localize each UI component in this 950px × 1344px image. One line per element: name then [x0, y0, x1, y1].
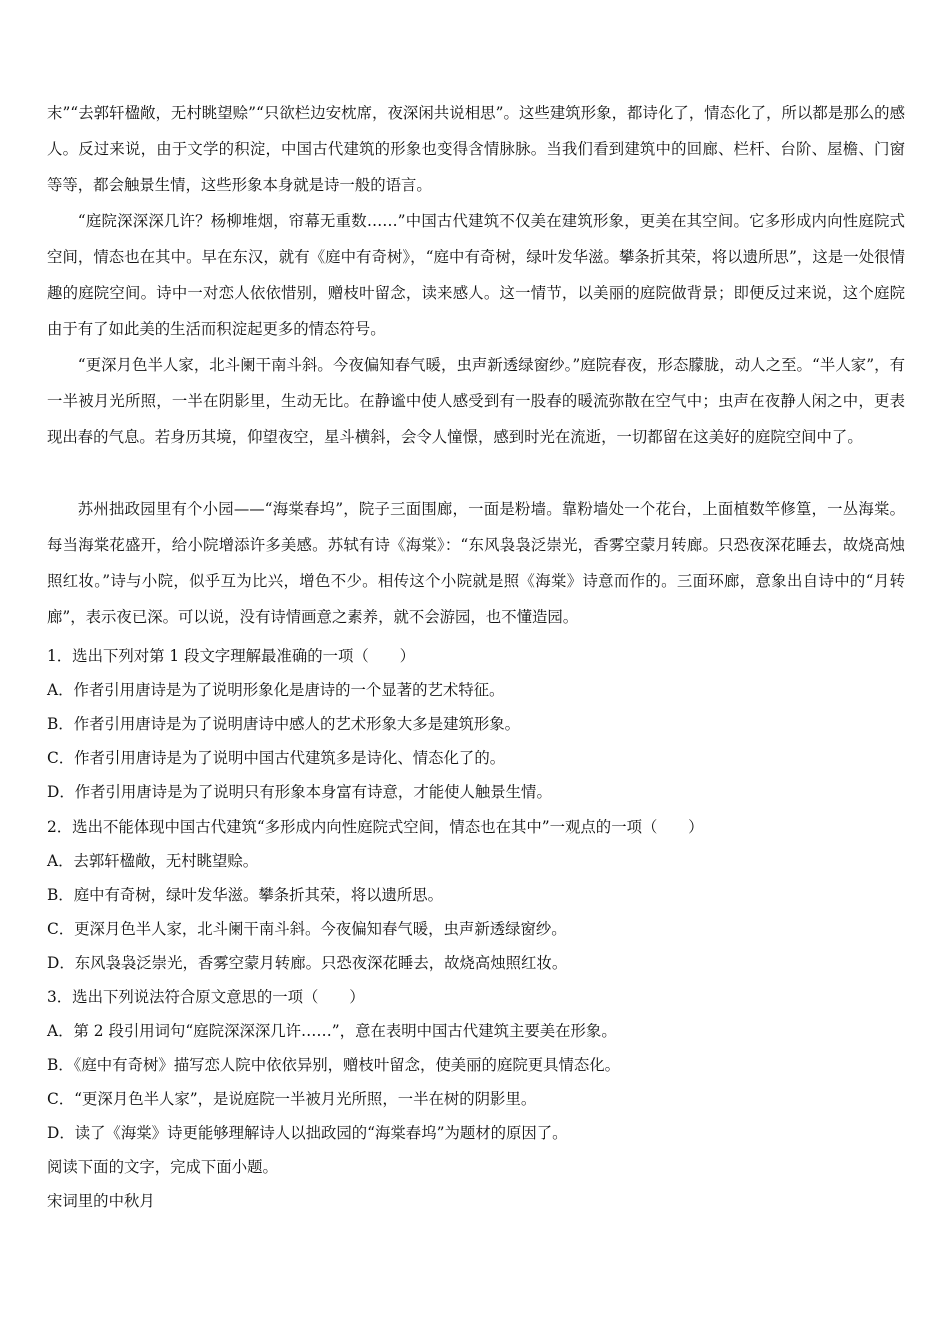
question-2-option-a: A．去郭轩楹敞，无村眺望赊。: [47, 852, 259, 870]
passage-paragraph-3: “更深月色半人家，北斗阑干南斗斜。今夜偏知春气暖，虫声新透绿窗纱。”庭院春夜，形态朦胧，动人之至。“半人家”，有一半被月光所照，一半在阴影里，生动无比。在静谧中使人感受到有一股春的暖流弥散在空气中；虫声在夜静人闲之中，更表现出春的气息。若身历其境，仰望夜空，星斗横斜，会令人憧憬，感到时光在流逝，一切都留在这美好的庭院空间中了。: [47, 356, 905, 446]
question-3-option-d: D．读了《海棠》诗更能够理解诗人以拙政园的“海棠春坞”为题材的原因了。: [47, 1124, 568, 1142]
question-1-option-c: C．作者引用唐诗是为了说明中国古代建筑多是诗化、情态化了的。: [47, 749, 506, 767]
question-3-stem: 3．选出下列说法符合原文意思的一项（ ）: [47, 988, 365, 1006]
question-1-option-b: B．作者引用唐诗是为了说明唐诗中感人的艺术形象大多是建筑形象。: [47, 715, 521, 733]
question-1-option-a: A．作者引用唐诗是为了说明形象化是唐诗的一个显著的艺术特征。: [47, 681, 505, 699]
question-2-option-c: C．更深月色半人家，北斗阑干南斗斜。今夜偏知春气暖，虫声新透绿窗纱。: [47, 920, 567, 938]
passage-paragraph-1: 末”“去郭轩楹敞，无村眺望赊”“只欲栏边安枕席，夜深闲共说相思”。这些建筑形象，都诗化了，情态化了，所以都是那么的感人。反过来说，由于文学的积淀，中国古代建筑的形象也变得含情脉脉。当我们看到建筑中的回廊、栏杆、台阶、屋檐、门窗等等，都会触景生情，这些形象本身就是诗一般的语言。: [47, 104, 905, 194]
question-3-option-b: B．《庭中有奇树》描写恋人院中依依异别，赠枝叶留念，使美丽的庭院更具情态化。: [47, 1056, 621, 1074]
next-passage-title: 宋词里的中秋月: [47, 1192, 155, 1210]
question-2-option-d: D．东风袅袅泛崇光，香雾空蒙月转廊。只恐夜深花睡去，故烧高烛照红妆。: [47, 954, 568, 972]
question-3-option-c: C．“更深月色半人家”，是说庭院一半被月光所照，一半在树的阴影里。: [47, 1090, 537, 1108]
question-2-stem: 2．选出不能体现中国古代建筑“多形成内向性庭院式空间，情态也在其中”一观点的一项（ ）: [47, 818, 704, 836]
reading-instruction: 阅读下面的文字，完成下面小题。: [47, 1158, 278, 1176]
question-1-option-d: D．作者引用唐诗是为了说明只有形象本身富有诗意，才能使人触景生情。: [47, 783, 552, 801]
question-1-stem: 1．选出下列对第 1 段文字理解最准确的一项（ ）: [47, 647, 415, 665]
passage-paragraph-2: “庭院深深深几许？杨柳堆烟，帘幕无重数……”中国古代建筑不仅美在建筑形象，更美在其空间。它多形成内向性庭院式空间，情态也在其中。早在东汉，就有《庭中有奇树》，“庭中有奇树，绿叶发华滋。攀条折其荣，将以遗所思”，这是一处很情趣的庭院空间。诗中一对恋人依依惜别，赠枝叶留念，读来感人。这一情节，以美丽的庭院做背景；即便反过来说，这个庭院由于有了如此美的生活而积淀起更多的情态符号。: [47, 212, 905, 338]
question-2-option-b: B．庭中有奇树，绿叶发华滋。攀条折其荣，将以遗所思。: [47, 886, 444, 904]
passage-paragraph-4: 苏州拙政园里有个小园——“海棠春坞”，院子三面围廊，一面是粉墙。靠粉墙处一个花台，上面植数竿修篁，一丛海棠。每当海棠花盛开，给小院增添许多美感。苏轼有诗《海棠》：“东风袅袅泛崇光，香雾空蒙月转廊。只恐夜深花睡去，故烧高烛照红妆。”诗与小院，似乎互为比兴，增色不少。相传这个小院就是照《海棠》诗意而作的。三面环廊，意象出自诗中的“月转廊”，表示夜已深。可以说，没有诗情画意之素养，就不会游园，也不懂造园。: [47, 500, 905, 626]
question-3-option-a: A．第 2 段引用词句“庭院深深深几许……”，意在表明中国古代建筑主要美在形象。: [47, 1022, 617, 1040]
